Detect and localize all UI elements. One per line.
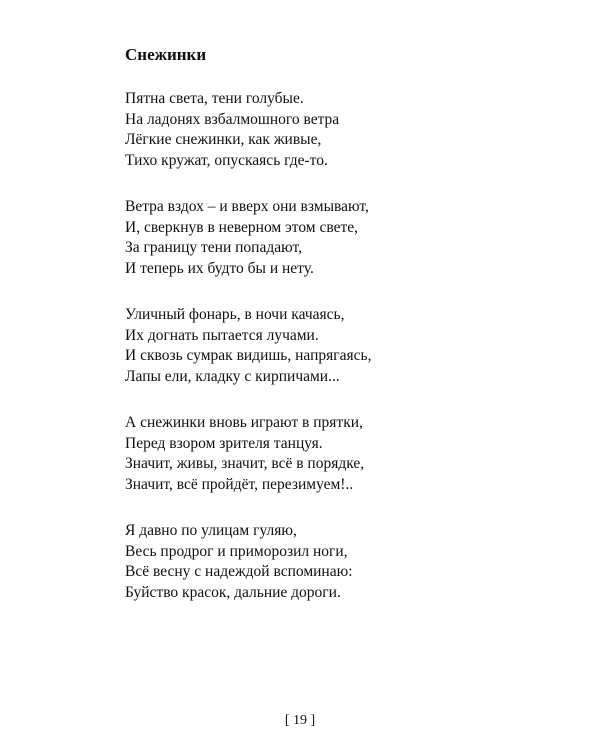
stanza-5 [125,521,545,603]
poem-line: Перед взором зрителя танцуя. [125,434,323,452]
poem-title: Снежинки [125,45,207,64]
poem-line: И сквозь сумрак видишь, напрягаясь, [125,347,372,364]
poem-line: Уличный фонарь, в ночи качаясь, [125,306,345,323]
poem-line: Всё весну с надеждой вспоминаю: [125,563,353,580]
poem-line: Пятна света, тени голубые. [125,90,304,107]
poem-line: Буйство красок, дальние дороги. [125,583,341,601]
poem-line: Их догнать пытается лучами. [125,326,319,344]
poem-line: Весь продрог и приморозил ноги, [125,542,348,560]
poem-line: На ладонях взбалмошного ветра [125,110,340,128]
page-number: [ 19 ] [284,713,316,728]
stanza-2 [125,197,545,279]
poem-line: Тихо кружат, опускаясь где-то. [125,151,328,169]
poem-line: А снежинки вновь играют в прятки, [125,414,363,431]
poem-line: Лапы ели, кладку с кирпичами... [125,367,340,385]
poem-body [125,89,545,629]
poem-line: Я давно по улицам гуляю, [125,522,297,539]
poem-line: Лёгкие снежинки, как живые, [125,131,322,148]
stanza-3 [125,305,545,387]
poem-line: И теперь их будто бы и нету. [125,259,314,277]
poem-line: Значит, всё пройдёт, перезимуем!.. [125,475,354,493]
poem-line: Ветра вздох – и вверх они взмывают, [125,198,369,215]
poem-line: За границу тени попадают, [125,239,302,256]
stanza-4 [125,413,545,495]
poem-line: Значит, живы, значит, всё в порядке, [125,455,365,472]
poem-line: И, сверкнув в неверном этом свете, [125,218,358,236]
stanza-1 [125,89,545,171]
